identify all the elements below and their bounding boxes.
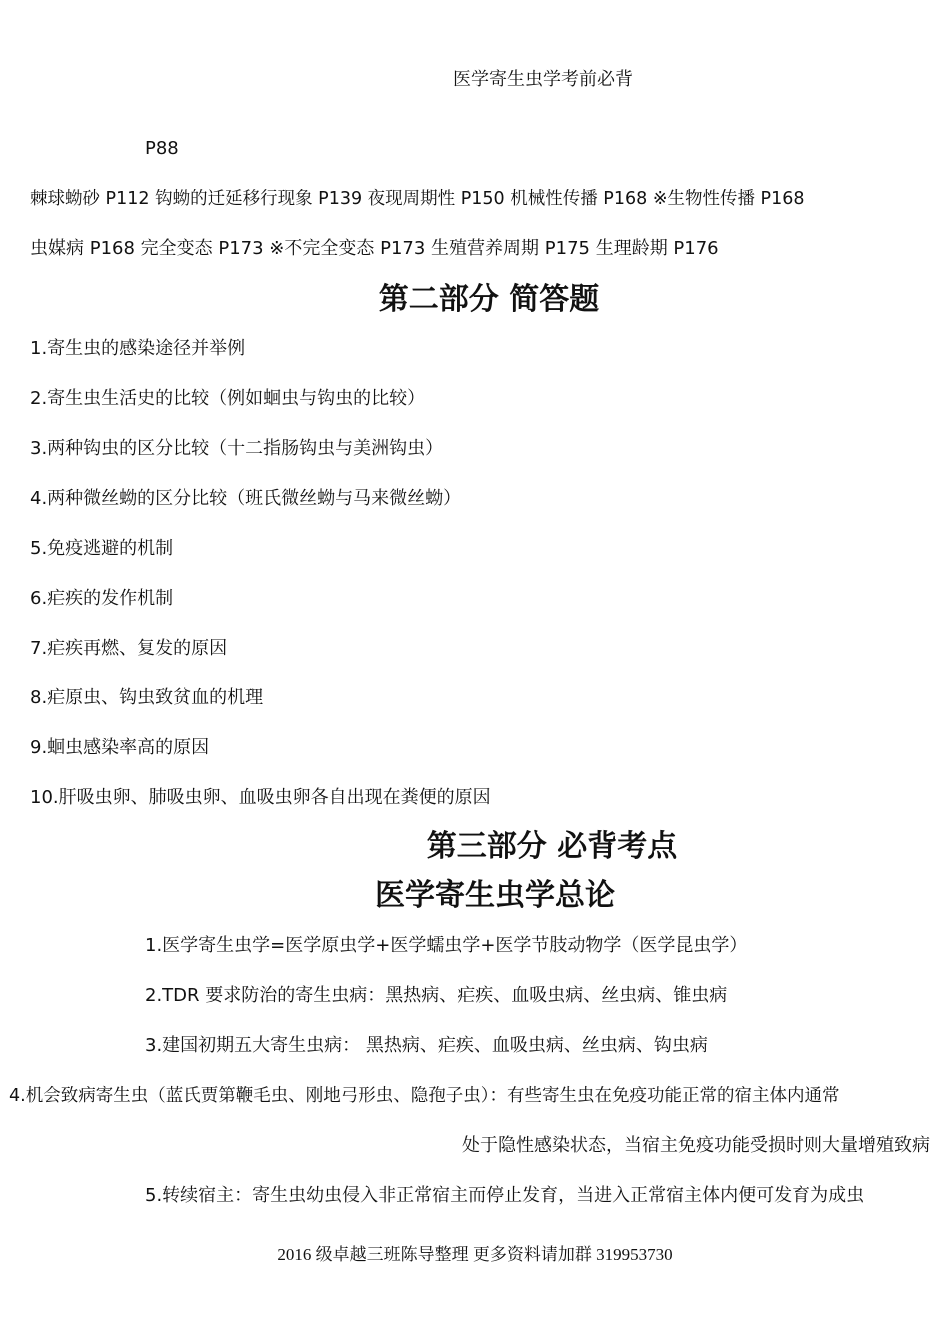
question-item: 9.蛔虫感染率高的原因 bbox=[30, 737, 210, 758]
term-line-p88: P88 bbox=[145, 138, 179, 159]
point-3: 3.建国初期五大寄生虫病： 黑热病、疟疾、血吸虫病、丝虫病、钩虫病 bbox=[145, 1035, 708, 1056]
point-4-line-2: 处于隐性感染状态，当宿主免疫功能受损时则大量增殖致病 bbox=[462, 1135, 930, 1156]
part3-subheading: 医学寄生虫学总论 bbox=[375, 878, 615, 913]
question-item: 1.寄生虫的感染途径并举例 bbox=[30, 338, 246, 359]
point-5: 5.转续宿主：寄生虫幼虫侵入非正常宿主而停止发育，当进入正常宿主体内便可发育为成虫 bbox=[145, 1185, 865, 1206]
question-item: 10.肝吸虫卵、肺吸虫卵、血吸虫卵各自出现在粪便的原因 bbox=[30, 787, 491, 808]
page-footer: 2016 级卓越三班陈导整理 更多资料请加群 319953730 bbox=[277, 1245, 673, 1264]
part2-heading: 第二部分 简答题 bbox=[378, 282, 600, 317]
point-2: 2.TDR 要求防治的寄生虫病：黑热病、疟疾、血吸虫病、丝虫病、锥虫病 bbox=[145, 985, 728, 1006]
question-item: 7.疟疾再燃、复发的原因 bbox=[30, 638, 228, 659]
part3-heading: 第三部分 必背考点 bbox=[426, 829, 678, 864]
point-4-line-1: 4.机会致病寄生虫（蓝氏贾第鞭毛虫、刚地弓形虫、隐孢子虫）：有些寄生虫在免疫功能正常的宿主体内通常 bbox=[9, 1086, 840, 1106]
question-item: 2.寄生虫生活史的比较（例如蛔虫与钩虫的比较） bbox=[30, 388, 426, 409]
page-header-title: 医学寄生虫学考前必背 bbox=[453, 69, 633, 90]
question-item: 4.两种微丝蚴的区分比较（班氏微丝蚴与马来微丝蚴） bbox=[30, 488, 462, 509]
question-item: 5.免疫逃避的机制 bbox=[30, 538, 174, 559]
term-line-2: 棘球蚴砂 P112 钩蚴的迁延移行现象 P139 夜现周期性 P150 机械性传播 P168 ※生物性传播 P168 bbox=[30, 189, 805, 209]
term-line-3: 虫媒病 P168 完全变态 P173 ※不完全变态 P173 生殖营养周期 P175 生理龄期 P176 bbox=[30, 238, 719, 259]
point-1: 1.医学寄生虫学=医学原虫学+医学蠕虫学+医学节肢动物学（医学昆虫学） bbox=[145, 935, 748, 956]
question-item: 3.两种钩虫的区分比较（十二指肠钩虫与美洲钩虫） bbox=[30, 438, 444, 459]
question-item: 8.疟原虫、钩虫致贫血的机理 bbox=[30, 687, 264, 708]
question-item: 6.疟疾的发作机制 bbox=[30, 588, 174, 609]
